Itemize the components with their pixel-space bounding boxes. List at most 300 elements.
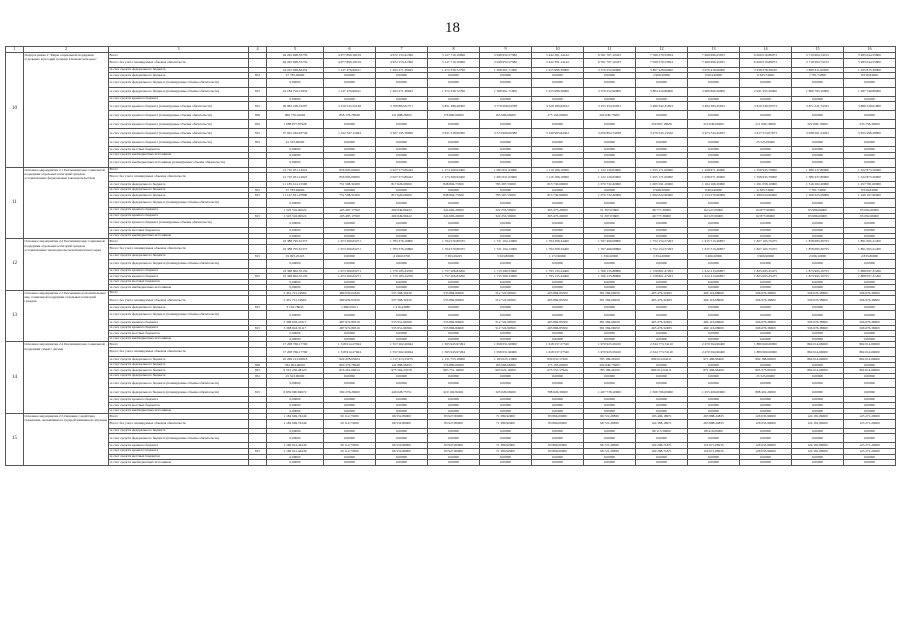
amount-cell: 0,00000: [324, 158, 376, 167]
amount-cell: 0,00000: [267, 147, 324, 153]
amount-cell: 783 189,26100: [584, 368, 636, 374]
amount-cell: 506 676,38600: [740, 325, 792, 331]
amount-cell: 0,00000: [792, 111, 844, 120]
amount-cell: 0,00000: [688, 362, 740, 368]
amount-cell: 856 995,00000: [324, 167, 376, 173]
column-header-4: 4: [249, 47, 267, 53]
amount-cell: 25 523,00000: [267, 138, 324, 147]
amount-cell: 5 048 952,57586: [480, 58, 532, 67]
amount-cell: 1 173 369,93400: [428, 173, 480, 182]
funding-source: за счет средств местных бюджетов: [109, 454, 249, 460]
amount-cell: 506 676,38600: [792, 320, 844, 326]
amount-cell: 0,00000: [376, 285, 428, 291]
amount-cell: 0,00000: [324, 279, 376, 285]
amount-cell: 0,00000: [532, 285, 584, 291]
amount-cell: 869 012,64211: [636, 357, 688, 363]
amount-cell: 0,00000: [428, 259, 480, 268]
column-header-6: 6: [324, 47, 376, 53]
amount-cell: 3 567 195,78096: [376, 129, 428, 138]
amount-cell: 123 271,20000: [844, 443, 896, 449]
amount-cell: 1 767 466,08800: [584, 239, 636, 245]
amount-cell: 0,00000: [688, 111, 740, 120]
amount-cell: 124 181,86000: [792, 414, 844, 420]
amount-cell: 83 866,00000: [532, 414, 584, 420]
amount-cell: 3 851 388,46300: [428, 102, 480, 111]
amount-cell: 263 888,24835: [688, 419, 740, 428]
amount-cell: 1 891 065,21200: [844, 244, 896, 253]
amount-cell: 0,00000: [324, 219, 376, 228]
funding-source: за счет средств федерального бюджета (планируемые объемы обязательств): [109, 259, 249, 268]
amount-cell: 3 484 383,45635: [688, 102, 740, 111]
funding-source: за счет средств краевого бюджета: [109, 397, 249, 403]
funding-source: за счет средств федерального бюджета (планируемые объемы обязательств): [109, 379, 249, 388]
amount-cell: 4 972 153,41396: [376, 53, 428, 59]
amount-cell: 1 721 194,13000: [480, 244, 532, 253]
amount-cell: 96 721,28830: [584, 448, 636, 454]
amount-cell: 0,00000: [376, 454, 428, 460]
amount-cell: 1 330,20000: [584, 253, 636, 259]
amount-cell: 0,00000: [267, 379, 324, 388]
budget-code: 815: [249, 388, 267, 397]
amount-cell: 537 568,30230: [376, 290, 428, 296]
amount-cell: 813 730,60000: [532, 193, 584, 199]
amount-cell: 0,00000: [636, 233, 688, 239]
amount-cell: 0,00000: [480, 219, 532, 228]
amount-cell: 2 941 295,29000: [740, 87, 792, 96]
funding-source: за счет средств федерального бюджета (планируемые объемы обязательств): [109, 434, 249, 443]
amount-cell: 0,00000: [376, 379, 428, 388]
amount-cell: 0,00000: [584, 233, 636, 239]
amount-cell: 858 176,78048: [324, 111, 376, 120]
amount-cell: 209 949,89422: [376, 207, 428, 213]
amount-cell: 0,00000: [376, 408, 428, 414]
amount-cell: 1 783 376,16800: [376, 244, 428, 253]
amount-cell: 0,00000: [792, 147, 844, 153]
column-header-5: 5: [267, 47, 324, 53]
row-number: 15: [6, 414, 24, 466]
amount-cell: 0,00000: [428, 454, 480, 460]
amount-cell: 62 877,60000: [740, 207, 792, 213]
amount-cell: 0,00000: [532, 138, 584, 147]
amount-cell: 66 552,86000: [376, 448, 428, 454]
amount-cell: 0,00000: [740, 362, 792, 368]
amount-cell: 0,00000: [480, 138, 532, 147]
amount-cell: 1 793 135,24400: [532, 268, 584, 274]
funding-source: за счет средств федерального бюджета: [109, 373, 249, 379]
amount-cell: 0,00000: [740, 428, 792, 434]
amount-cell: 0,00000: [428, 158, 480, 167]
amount-cell: 0,00000: [480, 305, 532, 311]
amount-cell: 0,00000: [792, 311, 844, 320]
table-row: [6, 129, 896, 138]
table-row: [6, 348, 896, 357]
amount-cell: 1 728 801,27263: [636, 274, 688, 280]
amount-cell: 0,00000: [844, 111, 896, 120]
amount-cell: 1 779 185,24700: [376, 268, 428, 274]
amount-cell: 210 640,00000: [688, 120, 740, 129]
amount-cell: 1 127 476,66011: [324, 67, 376, 73]
amount-cell: 0,00000: [532, 96, 584, 102]
amount-cell: 0,00000: [267, 152, 324, 158]
amount-cell: 381 584,06059: [584, 325, 636, 331]
amount-cell: 193 496,18971: [636, 414, 688, 420]
amount-cell: 0,00000: [584, 73, 636, 79]
amount-cell: 1 088 877,87928: [267, 120, 324, 129]
amount-cell: 0,00000: [376, 403, 428, 409]
amount-cell: 1 160 612,44246: [267, 448, 324, 454]
amount-cell: 1 267 738,10000: [584, 388, 636, 397]
table-row: [6, 78, 896, 87]
amount-cell: 995 275,86100: [740, 368, 792, 374]
amount-cell: 0,00000: [532, 305, 584, 311]
amount-cell: 0,00000: [267, 428, 324, 434]
amount-cell: 0,00000: [740, 331, 792, 337]
funding-source: за счет средств федерального бюджета: [109, 362, 249, 368]
amount-cell: 0,00000: [636, 373, 688, 379]
amount-cell: 0,00000: [584, 138, 636, 147]
funding-source: за счет средств краевого бюджета (планируемые объемы обязательств): [109, 102, 249, 111]
amount-cell: 0,00000: [636, 403, 688, 409]
amount-cell: 0,00000: [532, 147, 584, 153]
amount-cell: 1 873 995,16755: [792, 268, 844, 274]
amount-cell: 0,00000: [844, 305, 896, 311]
amount-cell: 63 986,60000: [792, 213, 844, 219]
amount-cell: 0,00000: [740, 78, 792, 87]
amount-cell: 1 286 024,60000: [740, 193, 792, 199]
amount-cell: 0,00000: [844, 228, 896, 234]
amount-cell: 0,00000: [740, 379, 792, 388]
column-header-13: 13: [688, 47, 740, 53]
amount-cell: 1 612 213,06857: [688, 268, 740, 274]
amount-cell: 37 922 263,93746: [267, 129, 324, 138]
amount-cell: 0,00000: [428, 279, 480, 285]
funding-source: за счет средств внебюджетных источников: [109, 408, 249, 414]
amount-cell: 0,00000: [688, 397, 740, 403]
amount-cell: 0,00000: [480, 279, 532, 285]
amount-cell: 0,00000: [740, 454, 792, 460]
funding-source: за счет средств федерального бюджета: [109, 357, 249, 363]
amount-cell: 0,00000: [428, 187, 480, 193]
amount-cell: 3 255 454,50053: [584, 102, 636, 111]
amount-cell: 0,00000: [688, 158, 740, 167]
amount-cell: 869 012,64211: [636, 368, 688, 374]
amount-cell: 493 884,85500: [532, 296, 584, 305]
amount-cell: 924 478,63024: [324, 357, 376, 363]
amount-cell: 2 027 573,89422: [376, 173, 428, 182]
amount-cell: 1 316 262,20000: [792, 182, 844, 188]
amount-cell: 533 884,84900: [428, 325, 480, 331]
funding-source: за счет средств федерального бюджета: [109, 67, 249, 73]
amount-cell: 506 676,38600: [844, 290, 896, 296]
amount-cell: 6 939 990,84972: [267, 388, 324, 397]
funding-source: за счет средств внебюджетных источников: [109, 285, 249, 291]
budget-code: 832: [249, 120, 267, 129]
amount-cell: 0,00000: [792, 403, 844, 409]
row-number: 13: [6, 290, 24, 342]
amount-cell: 1 268 961,71000: [480, 67, 532, 73]
amount-cell: 1 172,90000: [532, 253, 584, 259]
amount-cell: 469 116,08600: [688, 320, 740, 326]
amount-cell: 1 358 945,79000: [740, 173, 792, 182]
amount-cell: 864 014,66000: [792, 357, 844, 363]
amount-cell: 1 715 580,53600: [480, 268, 532, 274]
amount-cell: 971 486,96400: [688, 357, 740, 363]
amount-cell: 0,00000: [636, 397, 688, 403]
amount-cell: 0,00000: [480, 331, 532, 337]
budget-code: [249, 434, 267, 443]
funding-source: за счет средств федерального бюджета: [109, 182, 249, 188]
amount-cell: 3 617 574,07673: [740, 129, 792, 138]
amount-cell: 465 476,32483: [636, 290, 688, 296]
funding-source: за счет средств краевого бюджета: [109, 443, 249, 449]
amount-cell: 0,00000: [428, 228, 480, 234]
amount-cell: 0,00000: [844, 460, 896, 466]
amount-cell: 1 889 669,60000: [740, 342, 792, 348]
column-header-14: 14: [740, 47, 792, 53]
amount-cell: 1 915 986,39900: [532, 67, 584, 73]
amount-cell: 0,00000: [792, 285, 844, 291]
amount-cell: 0,00000: [376, 152, 428, 158]
amount-cell: 394 276,26900: [324, 388, 376, 397]
amount-cell: 2 470 564,96400: [688, 348, 740, 357]
amount-cell: 898 491,20000: [740, 388, 792, 397]
amount-cell: 64 527,00000: [688, 213, 740, 219]
amount-cell: 0,00000: [267, 397, 324, 403]
amount-cell: 0,00000: [792, 138, 844, 147]
amount-cell: 64 527,00000: [688, 207, 740, 213]
amount-cell: 487 972,89319: [324, 320, 376, 326]
amount-cell: 175 103,00000: [532, 111, 584, 120]
amount-cell: 864 014,66000: [844, 368, 896, 374]
amount-cell: 0,00000: [480, 285, 532, 291]
amount-cell: 0,00000: [376, 138, 428, 147]
amount-cell: 0,00000: [584, 198, 636, 207]
table-row: [6, 87, 896, 96]
column-header-10: 10: [532, 47, 584, 53]
amount-cell: 39 983 198,74307: [267, 102, 324, 111]
amount-cell: 0,00000: [740, 111, 792, 120]
amount-cell: 0,00000: [480, 336, 532, 342]
amount-cell: 105 487,17500: [324, 213, 376, 219]
amount-cell: 0,00000: [428, 379, 480, 388]
amount-cell: 0,00000: [428, 233, 480, 239]
amount-cell: 0,00000: [792, 233, 844, 239]
amount-cell: 0,00000: [532, 233, 584, 239]
amount-cell: 856 995,00000: [324, 173, 376, 182]
column-header-15: 15: [792, 47, 844, 53]
amount-cell: 1 119 186,10000: [532, 173, 584, 182]
amount-cell: 1 757 206,83200: [428, 268, 480, 274]
amount-cell: 0,00000: [844, 279, 896, 285]
funding-source: за счет средств федерального бюджета (планируемые объемы обязательств): [109, 78, 249, 87]
amount-cell: 0,00000: [636, 454, 688, 460]
amount-cell: 1 117 213,33275: [376, 357, 428, 363]
amount-cell: 1 263 271,39645: [376, 67, 428, 73]
page-number: 18: [445, 20, 460, 36]
table-row: [6, 158, 896, 167]
amount-cell: 59 112,75000: [324, 448, 376, 454]
amount-cell: 1 380 237,80000: [792, 173, 844, 182]
amount-cell: 0,00000: [267, 259, 324, 268]
amount-cell: 2 968,20000: [636, 73, 688, 79]
table-row: [6, 434, 896, 443]
amount-cell: 0,00000: [376, 96, 428, 102]
amount-cell: 0,00000: [532, 403, 584, 409]
amount-cell: 0,00000: [636, 434, 688, 443]
budget-code: 815: [249, 213, 267, 219]
amount-cell: 0,00000: [532, 259, 584, 268]
amount-cell: 751 508,31000: [324, 193, 376, 199]
amount-cell: 1 860 795,16000: [792, 87, 844, 96]
amount-cell: 0,00000: [428, 428, 480, 434]
amount-cell: 0,00000: [480, 233, 532, 239]
amount-cell: 96 721,28830: [584, 443, 636, 449]
amount-cell: 0,00000: [480, 120, 532, 129]
table-row: [6, 58, 896, 67]
amount-cell: 9 604,40000: [688, 187, 740, 193]
amount-cell: 1 673 309,63271: [324, 239, 376, 245]
amount-cell: 512 722,99500: [480, 290, 532, 296]
amount-cell: 2 470 564,96400: [688, 342, 740, 348]
amount-cell: 0,00000: [480, 428, 532, 434]
amount-cell: 71 380,92000: [480, 448, 532, 454]
amount-cell: 305 475,20000: [532, 213, 584, 219]
amount-cell: 493 884,85500: [532, 290, 584, 296]
amount-cell: 0,00000: [792, 408, 844, 414]
amount-cell: 0,00000: [376, 460, 428, 466]
amount-cell: 141 688,26655: [376, 111, 428, 120]
table-row: [6, 102, 896, 111]
amount-cell: 0,00000: [636, 158, 688, 167]
amount-cell: 19 993,25225: [267, 253, 324, 259]
funding-source: за счет средств федерального бюджета: [109, 253, 249, 259]
amount-cell: 871 486,96400: [688, 368, 740, 374]
budget-code: 852: [249, 138, 267, 147]
amount-cell: 1 878 683,36755: [792, 239, 844, 245]
funding-source: за счет средств федерального бюджета: [109, 428, 249, 434]
amount-cell: 0,00000: [324, 78, 376, 87]
amount-cell: 3 966 806,26000: [688, 87, 740, 96]
amount-cell: 1 673 309,63271: [324, 268, 376, 274]
amount-cell: 0,00000: [428, 336, 480, 342]
amount-cell: 0,00000: [636, 147, 688, 153]
budget-code: 815: [249, 129, 267, 138]
amount-cell: 0,00000: [267, 311, 324, 320]
amount-cell: 65 092,60000: [844, 213, 896, 219]
amount-cell: 0,00000: [792, 228, 844, 234]
table-row: [6, 138, 896, 147]
amount-cell: 1 673 309,63271: [324, 244, 376, 253]
budget-code: [249, 419, 267, 428]
amount-cell: 506 676,38600: [844, 325, 896, 331]
amount-cell: 0,00000: [532, 373, 584, 379]
budget-code: 815: [249, 305, 267, 311]
amount-cell: 66 552,86000: [376, 443, 428, 449]
amount-cell: 1 878 683,36755: [792, 244, 844, 253]
amount-cell: 0,00000: [740, 403, 792, 409]
amount-cell: 1 970 925,56100: [584, 348, 636, 357]
amount-cell: 88 416,00000: [688, 428, 740, 434]
amount-cell: 0,00000: [532, 331, 584, 337]
amount-cell: 848 804,73300: [428, 182, 480, 188]
amount-cell: 1 318 914,27924: [324, 342, 376, 348]
amount-cell: 259 807,18626: [636, 120, 688, 129]
amount-cell: 3 354,20000: [636, 253, 688, 259]
amount-cell: 506 676,38600: [844, 296, 896, 305]
amount-cell: 469 116,08600: [688, 296, 740, 305]
amount-cell: 1 764 570,89335: [428, 244, 480, 253]
amount-cell: 175 103,00000: [532, 362, 584, 368]
amount-cell: 0,00000: [428, 373, 480, 379]
amount-cell: 83 927,80000: [428, 414, 480, 420]
amount-cell: 0,00000: [267, 336, 324, 342]
amount-cell: 0,00000: [428, 219, 480, 228]
budget-code: 815: [249, 274, 267, 280]
amount-cell: 1 184 049,74246: [267, 414, 324, 420]
amount-cell: 65 092,60000: [844, 207, 896, 213]
amount-cell: 1 065 651,03900: [480, 173, 532, 182]
funding-source: за счет средств краевого бюджета: [109, 274, 249, 280]
amount-cell: 0,00000: [688, 331, 740, 337]
amount-cell: 0,00000: [480, 373, 532, 379]
amount-cell: 6 591 707,10433: [584, 58, 636, 67]
amount-cell: 0,00000: [428, 138, 480, 147]
amount-cell: 1 873 995,16755: [792, 274, 844, 280]
amount-cell: 1 794 308,34400: [532, 244, 584, 253]
amount-cell: 0,00000: [688, 96, 740, 102]
amount-cell: 0,00000: [532, 73, 584, 79]
amount-cell: 0,00000: [376, 373, 428, 379]
budget-code: [249, 311, 267, 320]
amount-cell: 0,00000: [532, 78, 584, 87]
amount-cell: 19 368 802,35150: [267, 274, 324, 280]
amount-cell: 816 261,69014: [324, 368, 376, 374]
amount-cell: 6 626 010,86973: [740, 53, 792, 59]
amount-cell: 25 523,00000: [740, 373, 792, 379]
budget-code: [249, 58, 267, 67]
amount-cell: 1 767 466,08800: [584, 244, 636, 253]
amount-cell: 83 927,80000: [428, 443, 480, 449]
amount-cell: 7 469 996,25055: [688, 53, 740, 59]
amount-cell: 1 070 732,40000: [584, 182, 636, 188]
funding-source: за счет средств внебюджетных источников (планируемые объемы обязательств): [109, 158, 249, 167]
amount-cell: 0,00000: [740, 96, 792, 102]
amount-cell: 1 119 186,10000: [532, 167, 584, 173]
amount-cell: 0,00000: [740, 305, 792, 311]
amount-cell: 0,00000: [480, 73, 532, 79]
amount-cell: 1 766 135,88800: [584, 268, 636, 274]
funding-source: за счет средств краевого бюджета (планируемые объемы обязательств): [109, 219, 249, 228]
funding-source: за счет средств федерального бюджета (планируемые объемы обязательств): [109, 87, 249, 96]
amount-cell: 487 972,89319: [324, 325, 376, 331]
amount-cell: 0,00000: [636, 279, 688, 285]
amount-cell: 1 557 262,26944: [376, 342, 428, 348]
funding-source: за счет средств краевого бюджета: [109, 268, 249, 274]
amount-cell: 2 324 773,74110: [636, 342, 688, 348]
amount-cell: 7 781,74000: [792, 187, 844, 193]
budget-code: 835: [249, 368, 267, 374]
table-row: [6, 296, 896, 305]
amount-cell: 0,00000: [688, 311, 740, 320]
amount-cell: 0,00000: [740, 434, 792, 443]
amount-cell: 762 004,66045: [267, 362, 324, 368]
amount-cell: 1 322 873,50000: [844, 167, 896, 173]
amount-cell: 0,00000: [636, 305, 688, 311]
amount-cell: 1 228 671,30000: [688, 173, 740, 182]
amount-cell: 0,00000: [688, 279, 740, 285]
amount-cell: 0,00000: [688, 233, 740, 239]
amount-cell: 0,00000: [636, 219, 688, 228]
